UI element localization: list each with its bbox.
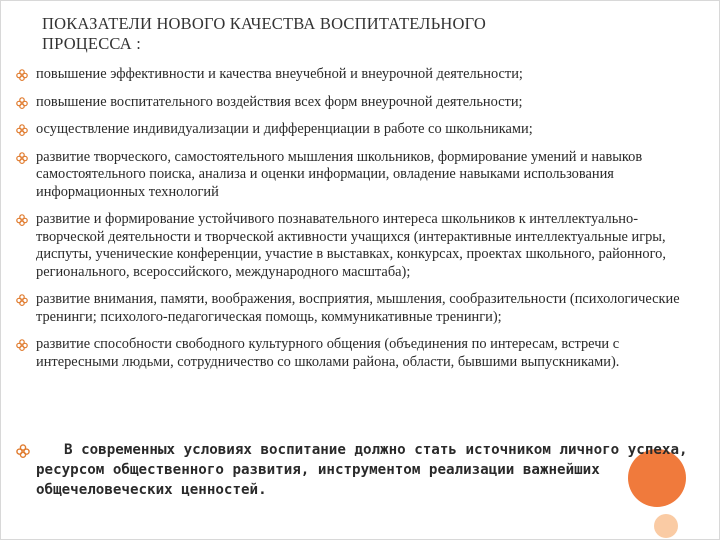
flower-bullet-icon [16, 444, 30, 458]
bullet-text: развитие и формирование устойчивого познавательного интереса школьников к интеллектуально-творческой деятельности и творческой активности учащихся (интерактивные интеллектуальные игры, диспуты, ученические конференции, участие в выставках, конкурсах, проектах школьного, районного, регионального, всероссийского, международного масштаба); [36, 211, 666, 280]
final-statement-text: В современных условиях воспитание должно стать источником личного успеха, ресурсом общественного развития, инструментом реализации важнейших общечеловеческих ценностей. [36, 442, 688, 498]
flower-bullet-icon [16, 339, 28, 351]
flower-bullet-icon [16, 294, 28, 306]
flower-bullet-icon [16, 214, 28, 226]
bullet-text: развитие творческого, самостоятельного мышления школьников, формирование умений и навыков самостоятельного поиска, анализа и оценки информации, овладение навыками использования информационных технологий [36, 148, 643, 200]
bullet-text: развитие способности свободного культурного общения (объединения по интересам, встречи с интересными людьми, сотрудничество со школами района, области, бывшими выпускниками). [36, 336, 620, 370]
list-item [14, 291, 704, 326]
flower-bullet-icon [16, 124, 28, 136]
decorative-circle-small [654, 514, 678, 538]
list-item [14, 66, 704, 84]
title-line-1: ПОКАЗАТЕЛИ НОВОГО КАЧЕСТВА ВОСПИТАТЕЛЬНОГО [42, 14, 487, 33]
title-line-2: ПРОЦЕССА : [42, 34, 142, 53]
list-item [14, 211, 704, 281]
slide-title [42, 14, 602, 54]
list-item [14, 121, 704, 139]
bullet-text: повышение эффективности и качества внеучебной и внеурочной деятельности; [36, 66, 523, 82]
final-statement [14, 440, 696, 500]
bullet-list [14, 66, 704, 371]
bullet-text: развитие внимания, памяти, воображения, восприятия, мышления, сообразительности (психологические тренинги; психолого-педагогическая помощь, коммуникативные тренинги); [36, 291, 680, 325]
list-item [14, 94, 704, 112]
flower-bullet-icon [16, 97, 28, 109]
list-item [14, 149, 704, 202]
list-item [14, 336, 704, 371]
flower-bullet-icon [16, 69, 28, 81]
flower-bullet-icon [16, 152, 28, 164]
bullet-text: осуществление индивидуализации и дифференциации в работе со школьниками; [36, 121, 533, 137]
bullet-text: повышение воспитательного воздействия всех форм внеурочной деятельности; [36, 93, 523, 110]
